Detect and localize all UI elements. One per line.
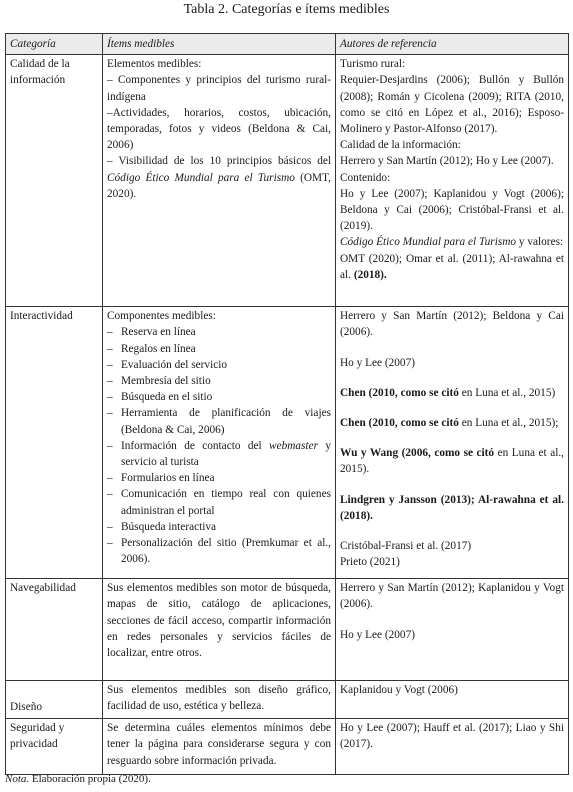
- list-item: – Reserva en línea: [107, 324, 331, 340]
- authors-text: Lindgren y Jansson (2013); Al-rawahna et al. (2018).: [340, 493, 564, 522]
- authors-text: Wu y Wang (2006, como se citó en Luna et al., 2015).: [340, 447, 564, 476]
- table-header-row: [6, 34, 569, 55]
- authors-text: Herrero y San Martín (2012); Ho y Lee (2007).: [340, 155, 554, 168]
- authors-subtitle: Contenido:: [340, 171, 391, 184]
- items-cell: [103, 307, 336, 579]
- list-item: – Visibilidad de los 10 principios básicos del Código Ético Mundial para el Turismo (OMT, 2020).: [107, 155, 331, 200]
- authors-subtitle: Calidad de la información:: [340, 139, 461, 152]
- items-cell: Se determina cuáles elementos mínimos debe tener la página para considerarse segura y con resguardo sobre información privada.: [103, 719, 336, 775]
- category-cell: Diseño: [6, 681, 103, 719]
- list-item: – Regalos en línea: [107, 341, 331, 357]
- authors-text: Ho y Lee (2007): [340, 628, 415, 641]
- table-row: [6, 307, 569, 579]
- authors-text: Código Ético Mundial para el Turismo y valores:: [340, 236, 564, 249]
- items-cell: Sus elementos medibles son motor de búsqueda, mapas de sitio, catálogo de aplicaciones, secciones de fácil acceso, compartir información en redes personales y servicios fáciles de localizar, entre otros.: [103, 579, 336, 681]
- categories-table: [5, 33, 569, 775]
- authors-subtitle: Turismo rural:: [340, 58, 406, 71]
- authors-cell: Ho y Lee (2007); Hauff et al. (2017); Liao y Shi (2017).: [336, 719, 569, 775]
- authors-text: Chen (2010, como se citó en Luna et al., 2015);: [340, 417, 559, 430]
- table-row: [6, 681, 569, 719]
- authors-cell: [336, 307, 569, 579]
- table-row: [6, 719, 569, 775]
- table-row: [6, 55, 569, 307]
- authors-text: Chen (2010, como se citó en Luna et al., 2015): [340, 386, 556, 399]
- authors-text: Prieto (2021): [340, 556, 400, 569]
- list-item: – Personalización del sitio (Premkumar et al., 2006).: [107, 535, 331, 567]
- items-title: Elementos medibles:: [107, 58, 202, 71]
- header-items: Ítems medibles: [103, 34, 336, 55]
- table-title: Tabla 2. Categorías e ítems medibles: [183, 2, 390, 17]
- list-item: – Evaluación del servicio: [107, 357, 331, 373]
- items-list: [107, 324, 331, 567]
- list-item: – Comunicación en tiempo real con quienes administran el portal: [107, 486, 331, 518]
- authors-cell: [336, 579, 569, 681]
- category-cell: Calidad de la información: [6, 55, 103, 307]
- authors-text: Cristóbal-Fransi et al. (2017): [340, 540, 472, 553]
- list-item: –Actividades, horarios, costos, ubicación, temporadas, fotos y videos (Beldona & Cai, 2006): [107, 106, 331, 152]
- list-item: – Búsqueda en el sitio: [107, 389, 331, 405]
- items-cell: Sus elementos medibles son diseño gráfico, facilidad de uso, estética y belleza.: [103, 681, 336, 719]
- header-authors: Autores de referencia: [336, 34, 569, 55]
- table-row: [6, 579, 569, 681]
- list-item: – Búsqueda interactiva: [107, 519, 331, 535]
- category-cell: Navegabilidad: [6, 579, 103, 681]
- table-note: Nota. Elaboración propia (2020).: [5, 773, 151, 785]
- category-cell: Seguridad y privacidad: [6, 719, 103, 775]
- list-item: – Membresía del sitio: [107, 373, 331, 389]
- authors-cell: [336, 55, 569, 307]
- items-cell: [103, 55, 336, 307]
- category-cell: Interactividad: [6, 307, 103, 579]
- authors-text: OMT (2020); Omar et al. (2011); Al-rawahna et al. (2018).: [340, 252, 564, 281]
- items-title: Componentes medibles:: [107, 310, 216, 323]
- authors-text: Ho y Lee (2007); Kaplanidou y Vogt (2006); Beldona y Cai (2006); Cristóbal-Fransi et al. (2019).: [340, 187, 564, 233]
- list-item: – Formularios en línea: [107, 470, 331, 486]
- authors-cell: Kaplanidou y Vogt (2006): [336, 681, 569, 719]
- list-item: – Componentes y principios del turismo rural-indígena: [107, 74, 331, 103]
- list-item: – Herramienta de planificación de viajes (Beldona & Cai, 2006): [107, 405, 331, 437]
- authors-text: Herrero y San Martín (2012); Kaplanidou y Vogt (2006).: [340, 582, 564, 611]
- list-item: – Información de contacto del webmaster y servicio al turista: [107, 438, 331, 470]
- header-category: Categoría: [6, 34, 103, 55]
- authors-text: Requier-Desjardins (2006); Bullón y Bullón (2008); Román y Cicolena (2009); RITA (2010, como se citó en López et al., 2016); Esposo-Molinero y Pastor-Alfonso (2017).: [340, 74, 564, 136]
- authors-text: Herrero y San Martín (2012); Beldona y Cai (2006).: [340, 310, 564, 339]
- authors-text: Ho y Lee (2007): [340, 356, 415, 369]
